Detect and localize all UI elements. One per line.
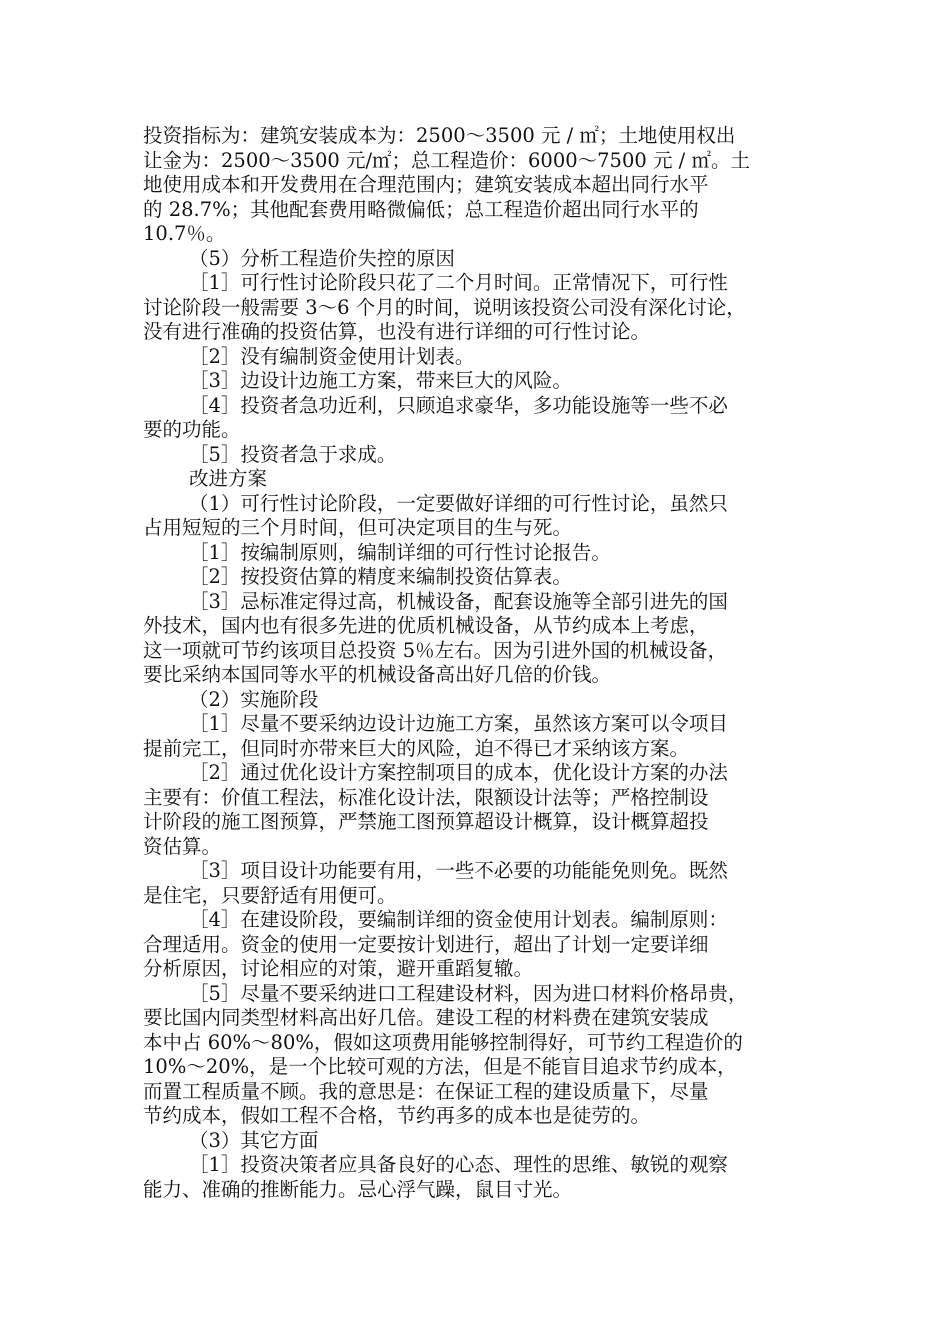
text-line: ［3］忌标准定得过高，机械设备，配套设施等全部引进先的国 xyxy=(189,589,728,613)
text-line: （3）其它方面 xyxy=(189,1128,319,1152)
text-line: 占用短短的三个月时间，但可决定项目的生与死。 xyxy=(143,516,573,539)
text-line: ［5］尽量不要采纳进口工程建设材料，因为进口材料价格昂贵， xyxy=(189,981,748,1005)
text-line: ［1］投资决策者应具备良好的心态、理性的思维、敏锐的观察 xyxy=(189,1153,728,1176)
text-line: 要的功能。 xyxy=(143,418,241,441)
text-line: 投资指标为：建筑安装成本为：2500～3500 元 / ㎡；土地使用权出 xyxy=(143,124,736,147)
text-line: 节约成本，假如工程不合格，节约再多的成本也是徒劳的。 xyxy=(143,1104,651,1127)
text-line: 而置工程质量不顾。我的意思是：在保证工程的建设质量下，尽量 xyxy=(143,1079,709,1103)
text-line: 要比国内同类型材料高出好几倍。建设工程的材料费在建筑安装成 xyxy=(143,1006,709,1029)
text-line: 没有进行准确的投资估算，也没有进行详细的可行性讨论。 xyxy=(143,320,651,343)
text-line: ［2］没有编制资金使用计划表。 xyxy=(189,344,475,368)
text-line: ［1］尽量不要采纳边设计边施工方案，虽然该方案可以令项目 xyxy=(189,712,728,735)
text-line: 地使用成本和开发费用在合理范围内；建筑安装成本超出同行水平 xyxy=(143,173,709,196)
text-line: 合理适用。资金的使用一定要按计划进行，超出了计划一定要详细 xyxy=(143,932,709,956)
text-line: 分析原因，讨论相应的对策，避开重蹈复辙。 xyxy=(143,957,534,980)
text-line: ［2］通过优化设计方案控制项目的成本，优化设计方案的办法 xyxy=(189,761,728,784)
text-line: 计阶段的施工图预算，严禁施工图预算超设计概算，设计概算超投 xyxy=(143,810,709,833)
text-line: ［5］投资者急于求成。 xyxy=(189,442,397,466)
text-line: ［1］可行性讨论阶段只花了二个月时间。正常情况下，可行性 xyxy=(189,271,728,294)
text-line: ［3］项目设计功能要有用，一些不必要的功能能免则免。既然 xyxy=(189,859,728,882)
text-line: 能力、准确的推断能力。忌心浮气躁，鼠目寸光。 xyxy=(143,1177,573,1201)
text-line: ［4］投资者急功近利，只顾追求豪华，多功能设施等一些不必 xyxy=(189,393,728,417)
text-line: 本中占 60%～80%，假如这项费用能够控制得好，可节约工程造价的 xyxy=(143,1030,743,1054)
text-line: ［2］按投资估算的精度来编制投资估算表。 xyxy=(189,565,572,588)
text-line: （5）分析工程造价失控的原因 xyxy=(189,246,455,270)
text-line: 讨论阶段一般需要 3～6 个月的时间，说明该投资公司没有深化讨论， xyxy=(143,295,746,319)
text-line: 主要有：价值工程法，标准化设计法，限额设计法等；严格控制设 xyxy=(143,785,709,809)
text-line: ［1］按编制原则，编制详细的可行性讨论报告。 xyxy=(189,540,611,564)
text-line: 的 28.7%；其他配套费用略微偏低；总工程造价超出同行水平的 xyxy=(143,197,699,221)
text-line: ［4］在建设阶段，要编制详细的资金使用计划表。编制原则： xyxy=(189,908,728,931)
text-line: 外技术，国内也有很多先进的优质机械设备，从节约成本上考虑， xyxy=(143,614,709,637)
text-line: 10.7％。 xyxy=(143,222,226,245)
text-line: 是住宅，只要舒适有用便可。 xyxy=(143,883,397,907)
document-body xyxy=(143,124,815,1202)
text-line: 资估算。 xyxy=(143,834,222,858)
text-line: 这一项就可节约该项目总投资 5％左右。因为引进外国的机械设备， xyxy=(143,638,728,662)
text-line: 让金为：2500～3500 元/㎡；总工程造价：6000～7500 元 / ㎡。土 xyxy=(143,148,750,172)
text-line: 提前完工，但同时亦带来巨大的风险，迫不得已才采纳该方案。 xyxy=(143,736,690,760)
text-line: 要比采纳本国同等水平的机械设备高出好几倍的价钱。 xyxy=(143,663,612,686)
text-line: 10%～20%，是一个比较可观的方法，但是不能盲目追求节约成本， xyxy=(143,1055,737,1078)
text-line: 改进方案 xyxy=(189,467,268,490)
text-line: （1）可行性讨论阶段，一定要做好详细的可行性讨论，虽然只 xyxy=(189,491,728,515)
text-line: （2）实施阶段 xyxy=(189,687,319,711)
text-line: ［3］边设计边施工方案，带来巨大的风险。 xyxy=(189,369,572,392)
